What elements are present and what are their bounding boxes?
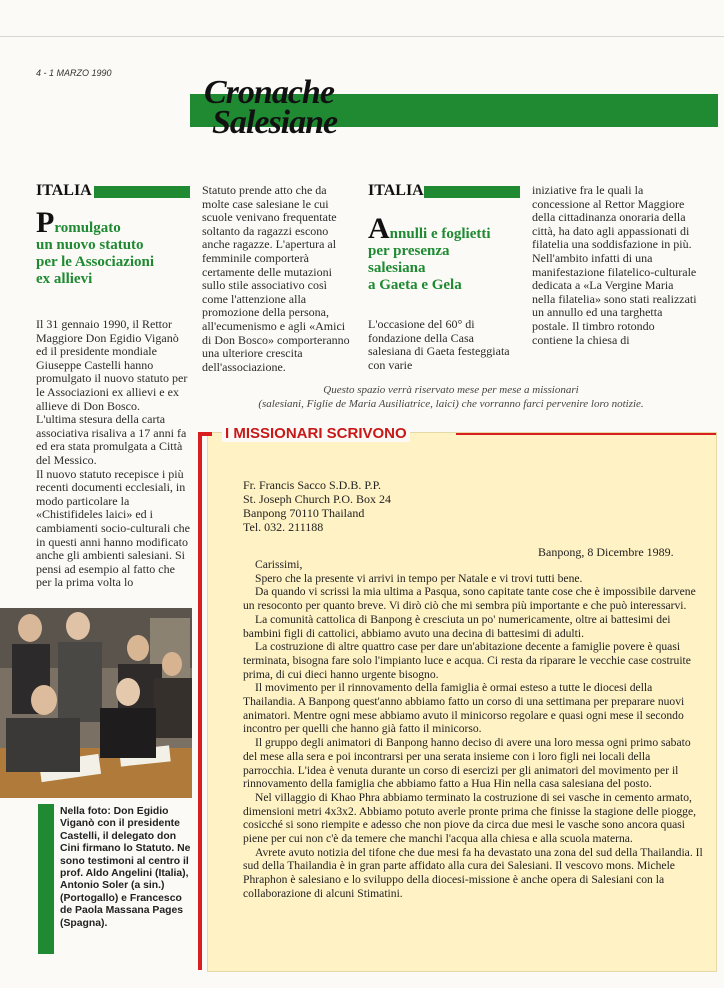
letter-place-date: Banpong, 8 Dicembre 1989. [538, 545, 674, 559]
address-line: Fr. Francis Sacco S.D.B. P.P. [243, 478, 382, 492]
top-rule [0, 36, 724, 37]
article1-body [36, 318, 190, 590]
section-label-italia-2: ITALIA [368, 182, 424, 199]
address-line: Tel. 032. 211188 [243, 520, 324, 534]
headline-line: a Gaeta e Gela [368, 277, 462, 293]
paragraph: La comunità cattolica di Banpong è cresciuta un po' numericamente, oltre ai battesimi dei bambini figli di cattolici, abbiamo avuto una decina di battesimi di adulti. [243, 612, 671, 640]
headline-line: romulgato [54, 220, 121, 236]
article2-body [368, 318, 518, 372]
masthead-logo [200, 74, 400, 144]
page-reference: 4 - 1 MARZO 1990 [36, 68, 112, 78]
headline-line: ex allievi [36, 271, 93, 287]
missionari-title: I MISSIONARI SCRIVONO [222, 425, 410, 442]
article2-continued [532, 184, 698, 347]
logo-line-1: Cronache [204, 74, 334, 111]
headline-line: un nuovo statuto [36, 237, 144, 253]
drop-letter: A [368, 212, 390, 245]
section-bar-2 [424, 186, 520, 198]
letter-body [243, 558, 703, 901]
paragraph: Nel villaggio di Khao Phra abbiamo terminato la costruzione di sei vasche in cemento armato, dimensioni metri 4x3x2. Abbiamo potuto averle pronte prima che finisse la stagione delle piogge, cosicché si sono riempite e adesso che non piove da circa due mesi le vasche sono ancora quasi piene per cui non c'è da temere che manchi l'acqua alla chiesa e alla scuola materna. [243, 790, 697, 846]
paragraph: Avrete avuto notizia del tifone che due mesi fa ha devastato una zona del sud della Thailandia. Il sud della Thailandia è in gran parte affidato alla cura dei Salesiani. Il vescovo mons. Michele Phraphon è salesiano e lo sviluppo della diocesi-missione è anche opera di Salesiani con la collaborazione di alcuni Stimatini. [243, 845, 703, 900]
photo-illustration [0, 608, 192, 798]
headline-statuto [36, 206, 196, 288]
paragraph: Il 31 gennaio 1990, il Rettor Maggiore Don Egidio Viganò ed il presidente mondiale Giuseppe Castelli hanno promulgato il nuovo statuto per le Associazioni ex allievi e ex allieve di Don Bosco. [36, 317, 188, 413]
red-left-rule [198, 432, 202, 970]
letter-address [243, 478, 391, 534]
paragraph: L'occasione del 60° di fondazione della Casa salesiana di Gaeta festeggiata con varie [368, 317, 510, 372]
headline-line: per presenza [368, 243, 450, 259]
caption-green-bar [38, 804, 54, 954]
paragraph: Da quando vi scrissi la mia ultima a Pasqua, sono capitate tante cose che è impossibile darvene un resoconto per quanto breve. Vi dirò ciò che mi sembra più importante e che può interessarvi. [243, 585, 696, 613]
paragraph: Il gruppo degli animatori di Banpong hanno deciso di avere una loro messa ogni primo sabato del mese alla sera e poi incontrarsi per una serata insieme con i loro figli nei locali della parrocchia. L'idea è venuta durante un corso di esercizi per gli animatori del movimento per il rinnovamento della famiglia che abbiamo fatto a Hua Hin nella casa salesiana del posto. [243, 736, 691, 791]
paragraph: Statuto prende atto che da molte case salesiane le cui scuole venivano frequentate soltanto da ragazzi escono anche ragazze. L'apertura al femminile comporterà certamente delle mutazioni sullo stile associativo così come l'attenzione alla promozione della persona, all'ecumenismo e agli «Amici di Don Bosco» comporteranno una ulteriore crescita dell'associazione. [202, 183, 350, 374]
headline-annulli [368, 212, 528, 294]
logo-line-2: Salesiane [212, 104, 338, 141]
address-line: Banpong 70110 Thailand [243, 506, 365, 520]
paragraph: L'ultima stesura della carta associativa risaliva a 17 anni fa ed era stata promulgata a Città del Messico. [36, 412, 187, 467]
notice-line: Questo spazio verrà riservato mese per mese a missionari [323, 384, 579, 396]
news-photo [0, 608, 192, 798]
headline-line: salesiana [368, 260, 426, 276]
red-top-rule [456, 433, 716, 435]
drop-letter: P [36, 206, 55, 239]
headline-line: per le Associazioni [36, 254, 155, 270]
headline-line: nnulli e foglietti [389, 226, 491, 242]
missionari-notice [196, 383, 706, 411]
red-top-cap [198, 432, 212, 436]
section-bar-1 [94, 186, 190, 198]
notice-line: (salesiani, Figlie de Maria Ausiliatrice, laici) che vorranno farci pervenire loro notizie. [258, 398, 644, 410]
salutation: Carissimi, [255, 558, 303, 571]
paragraph: La costruzione di altre quattro case per dare un'abitazione decente a famiglie povere è quasi terminata, bisogna fare solo l'impianto luce e acqua. Ci resta da riparare le vecchie case costruite prima, di cui dieci hanno urgente bisogno. [243, 640, 691, 681]
address-line: St. Joseph Church P.O. Box 24 [243, 492, 392, 506]
paragraph: Il movimento per il rinnovamento della famiglia è ormai esteso a tutte le diocesi della Thailandia. A Banpong quest'anno abbiamo fatto un corso di una settimana per preparare nuovi animatori. Mentre ogni mese abbiamo avuto il minicorso regolare e quasi ogni mese il secondo incontro per quelli che hanno già fatto il minicorso. [243, 681, 685, 736]
section-label-italia-1: ITALIA [36, 182, 92, 199]
photo-caption: Nella foto: Don Egidio Viganò con il presidente Castelli, il delegato don Cini firmano lo Statuto. Ne sono testimoni al centro il prof. Aldo Angelini (Italia), Antonio Soler (a sin.) (Portogallo) e Francesco de Paola Massana Pages (Spagna). [60, 806, 191, 929]
paragraph: iniziative fra le quali la concessione al Rettor Maggiore della cittadinanza onoraria della città, ha dato agli appassionati di filatelia una soddisfazione in più. Nell'ambito infatti di una manifestazione filatelico-culturale dedicata a «La Vergine Maria nella filatelia» sono stati realizzati un annullo ed una targhetta postale. Il timbro rotondo contiene la chiesa di [532, 183, 697, 347]
paragraph: Il nuovo statuto recepisce i più recenti documenti ecclesiali, in modo particolare la «Chistifideles laici» ed i cambiamenti socio-culturali che in questi anni hanno modificato anche gli ambienti salesiani. Si pensi ad esempio al fatto che per la prima volta lo [36, 466, 190, 590]
paragraph: Spero che la presente vi arrivi in tempo per Natale e vi trovi tutti bene. [255, 571, 583, 585]
article1-continued [202, 184, 354, 374]
